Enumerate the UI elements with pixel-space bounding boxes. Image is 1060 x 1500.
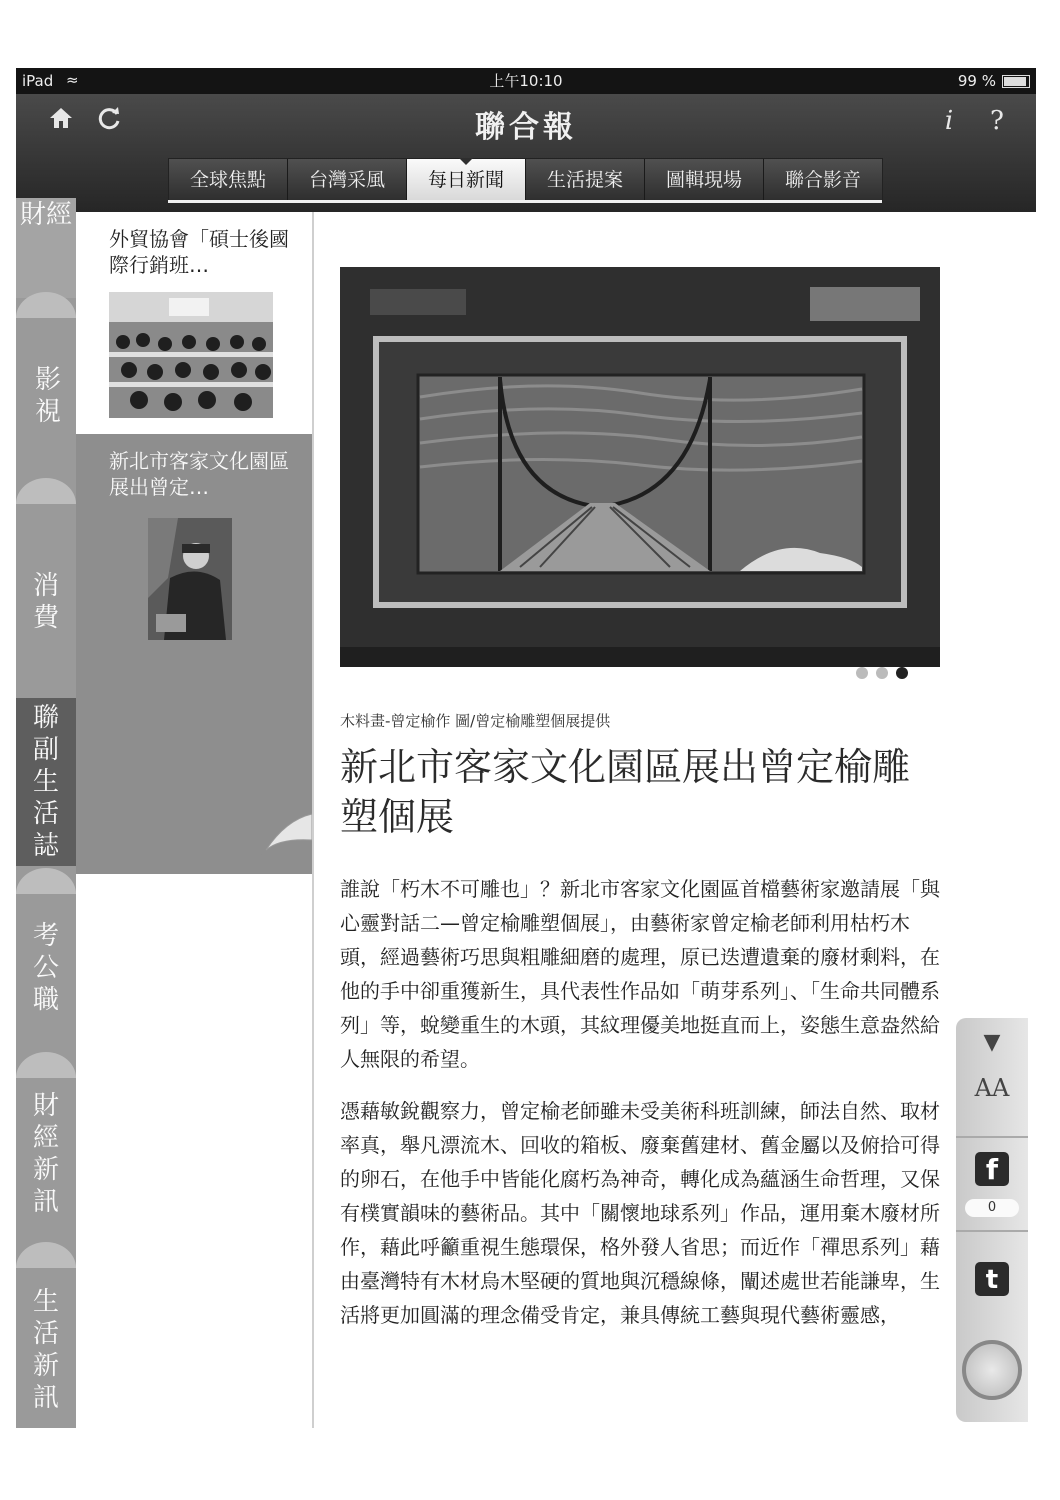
collapse-arrow-icon[interactable]: ▼ [983, 1030, 1001, 1055]
tab-taiwan-style[interactable]: 台灣采風 [288, 159, 407, 201]
facebook-button[interactable] [956, 1152, 1028, 1186]
toolbar-divider [956, 1230, 1028, 1232]
article-photo[interactable] [340, 267, 940, 667]
category-life-news[interactable]: 生活新訊 [33, 1287, 60, 1413]
twitter-button[interactable] [956, 1262, 1028, 1296]
device-label: iPad [22, 72, 54, 90]
info-button[interactable]: i [944, 106, 954, 136]
tab-life-proposal[interactable]: 生活提案 [526, 159, 645, 201]
category-finance[interactable] [16, 198, 76, 298]
category-civil-exam[interactable]: 考公職 [33, 921, 60, 1015]
category-rail [16, 200, 76, 1428]
tab-global-focus[interactable]: 全球焦點 [169, 159, 288, 201]
status-time: 上午10:10 [489, 72, 563, 90]
article-paragraph: 誰說「朽木不可雕也」？新北市客家文化園區首檔藝術家邀請展「與心靈對話二—曾定榆雕塑個展」，由藝術家曾定榆老師利用枯朽木頭，經過藝術巧思與粗雕細磨的處理，原已迭遭遺棄的廢材剩料，在他的手中卻重獲新生，具代表性作品如「萌芽系列」、「生命共同體系列」等，蛻變重生的木頭，其紋理優美地挺直而上，姿態生意盎然給人無限的希望。 [340, 877, 940, 1071]
rail-divider [16, 868, 76, 894]
help-button[interactable]: ? [990, 106, 1004, 136]
slide-dot[interactable] [876, 667, 888, 679]
rail-divider [16, 1052, 76, 1078]
share-toolbar [956, 1018, 1028, 1422]
status-bar [16, 68, 1036, 94]
category-udn-life[interactable] [16, 698, 76, 866]
list-item-title: 新北市客家文化園區展出曾定… [109, 449, 289, 499]
slide-indicator[interactable] [856, 664, 916, 683]
slide-dot[interactable] [856, 667, 868, 679]
battery-percent: 99 % [957, 72, 996, 90]
category-film[interactable]: 影視 [35, 365, 62, 427]
tab-photo-gallery[interactable]: 圖輯現場 [645, 159, 764, 201]
category-finance-news[interactable]: 財經新訊 [33, 1091, 60, 1217]
font-size-button[interactable]: AA [974, 1074, 1010, 1102]
tab-daily-news[interactable]: 每日新聞 [407, 159, 526, 201]
battery-icon [1002, 75, 1030, 88]
round-action-button[interactable] [956, 1340, 1028, 1404]
facebook-icon: f [975, 1152, 1009, 1186]
facebook-count: 0 [965, 1199, 1019, 1217]
article-paragraph: 憑藉敏銳觀察力，曾定榆老師雖未受美術科班訓練，師法自然、取材率真，舉凡漂流木、回收的箱板、廢棄舊建材、舊金屬以及俯拾可得的卵石，在他手中皆能化腐朽為神奇，轉化成為蘊涵生命哲理，又保有樸實韻味的藝術品。其中「關懷地球系列」作品，運用棄木廢材所作，藉此呼籲重視生態環保，格外發人省思；而近作「禪思系列」藉由臺灣特有木材烏木堅硬的質地與沉穩線條，闡述處世若能謙卑，生活將更加圓滿的理念備受肯定，兼具傳統工藝與現代藝術靈感， [340, 1099, 940, 1327]
circle-icon [962, 1340, 1022, 1400]
article-headline: 新北市客家文化園區展出曾定榆雕塑個展 [340, 745, 911, 839]
list-item[interactable] [76, 212, 312, 434]
twitter-icon: t [975, 1262, 1009, 1296]
wifi-icon: ≈ [66, 71, 79, 89]
category-label: 聯副生活誌 [33, 703, 60, 861]
list-item-thumbnail [109, 292, 273, 418]
facebook-count-badge [956, 1196, 1028, 1217]
list-item-title: 外貿協會「碩士後國際行銷班… [109, 227, 289, 277]
tab-underline [168, 200, 882, 203]
list-item-selected[interactable] [76, 434, 312, 874]
photo-caption: 木料畫-曾定榆作 圖/曾定榆雕塑個展提供 [340, 712, 611, 730]
tab-udn-video[interactable]: 聯合影音 [764, 159, 882, 201]
article-list [76, 212, 312, 1428]
slide-dot-active[interactable] [896, 667, 908, 679]
ipad-screen [16, 68, 1036, 1428]
category-consumer[interactable]: 消費 [33, 571, 60, 633]
app-header [16, 94, 1036, 212]
page-curl [246, 810, 312, 862]
category-label: 財經 [19, 200, 72, 230]
list-item-thumbnail [148, 518, 232, 640]
rail-divider [16, 1242, 76, 1268]
section-tabs [168, 158, 883, 202]
article-view [314, 212, 1036, 1428]
article-body [340, 872, 944, 1350]
rail-divider [16, 478, 76, 504]
app-logo: 聯合報 [475, 110, 577, 145]
toolbar-divider [956, 1136, 1028, 1138]
